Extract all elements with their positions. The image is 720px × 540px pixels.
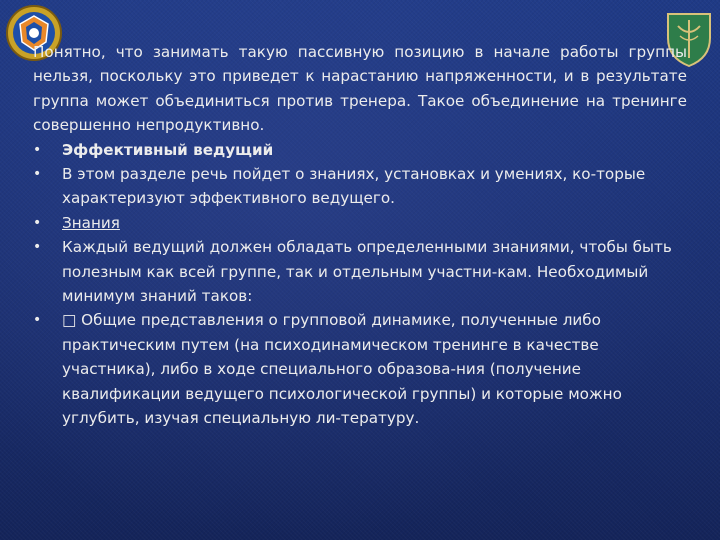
heading-knowledge: Знания bbox=[62, 213, 120, 232]
bullet-list bbox=[33, 138, 687, 431]
bullet-icon: • bbox=[33, 214, 42, 231]
bullet-icon: • bbox=[33, 141, 42, 158]
heading-effective-leader: Эффективный ведущий bbox=[62, 140, 274, 159]
bullet-icon: • bbox=[33, 312, 42, 329]
intro-paragraph: Понятно, что занимать такую пассивную позицию в начале работы группы нельзя, поскольку это приведет к нарастанию напряженности, и в результате группа может объединиться против тренера. Такое объединение на тренинге совершенно непродуктивно. bbox=[33, 43, 687, 135]
bullet-icon: • bbox=[33, 166, 42, 183]
list-item bbox=[33, 211, 687, 235]
list-item bbox=[33, 235, 687, 308]
bullet-text: В этом разделе речь пойдет о знаниях, установках и умениях, ко-торые характеризуют эффективного ведущего. bbox=[62, 165, 646, 208]
list-item bbox=[33, 308, 687, 430]
bullet-text: □ Общие представления о групповой динамике, полученные либо практическим путем (на психодинамическом тренинге в качестве участника), либо в ходе специального образова-ния (получение квалификации ведущего психологической группы) и которые можно углубить, изучая специальную ли-тературу. bbox=[62, 311, 622, 428]
list-item bbox=[33, 138, 687, 162]
slide-content bbox=[33, 40, 687, 431]
list-item bbox=[33, 162, 687, 211]
bullet-icon: • bbox=[33, 239, 42, 256]
bullet-text: Каждый ведущий должен обладать определенными знаниями, чтобы быть полезным как всей группе, так и отдельным участни-кам. Необходимый минимум знаний таков: bbox=[62, 238, 672, 306]
